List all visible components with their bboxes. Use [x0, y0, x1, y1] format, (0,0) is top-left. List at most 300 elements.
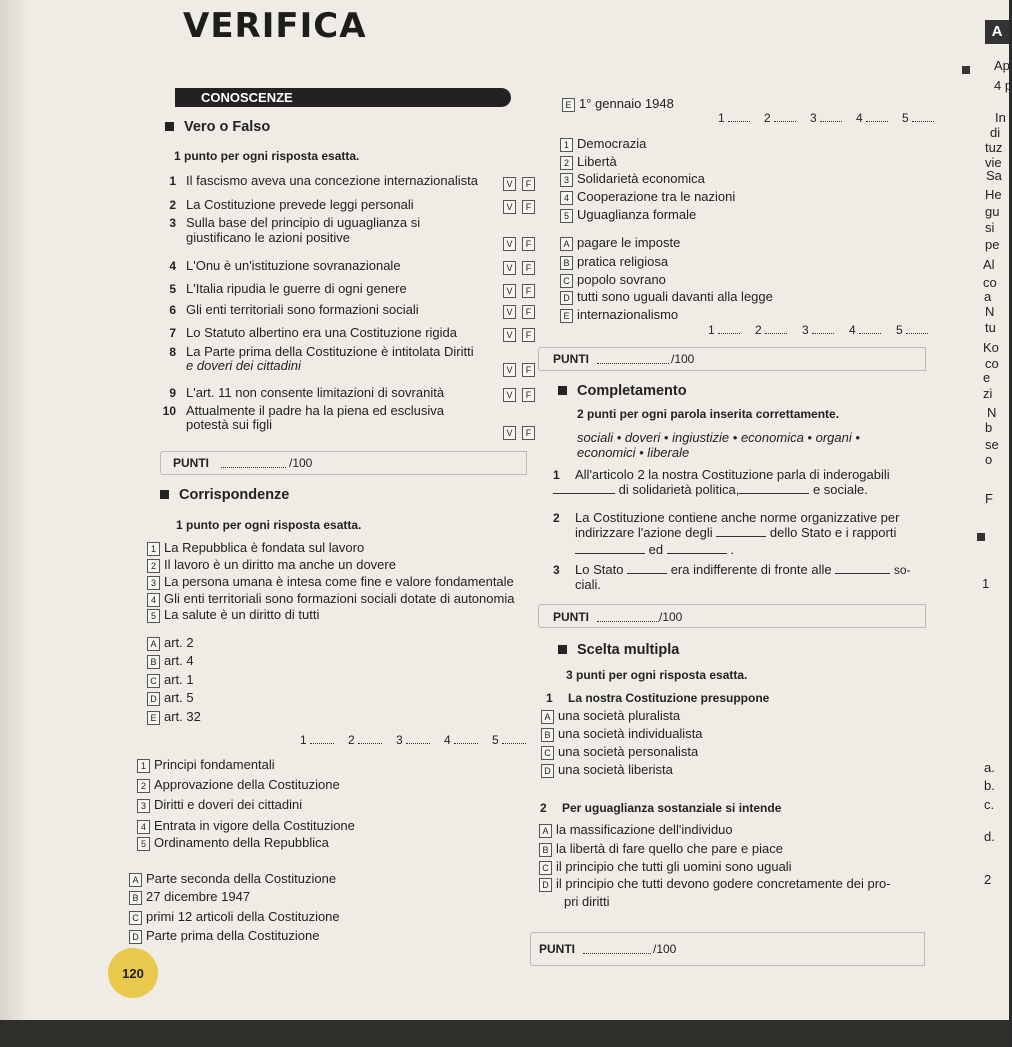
col2-option [560, 289, 773, 305]
q-num: 2 [540, 801, 547, 815]
choice-option[interactable] [539, 859, 792, 875]
edge-fragment: tuz [985, 140, 1003, 155]
word-bank-2: economici • liberale [577, 445, 690, 460]
item-text: pratica religiosa [577, 254, 669, 269]
letter-box: 3 [147, 576, 160, 590]
letter-box: A [539, 824, 552, 838]
choice-option[interactable] [541, 744, 698, 760]
edge-fragment: zi [983, 386, 993, 401]
letter-box: 2 [147, 559, 160, 573]
false-box[interactable]: F [522, 305, 535, 319]
item-text: Libertà [577, 154, 617, 169]
vf-boxes [503, 235, 541, 253]
q1-text: La nostra Costituzione presuppone [568, 691, 770, 705]
false-box[interactable]: F [522, 200, 535, 214]
answer-blank[interactable] [812, 333, 834, 334]
answer-blank[interactable] [774, 121, 796, 122]
right-square-marker-top [962, 66, 970, 74]
letter-box: C [539, 861, 552, 875]
vf-item [162, 403, 444, 418]
corr-option [147, 653, 194, 669]
item-text: art. 2 [164, 635, 194, 650]
answer-blank[interactable] [820, 121, 842, 122]
corr-option [147, 672, 194, 688]
item-text: art. 32 [164, 709, 201, 724]
answer-slot [492, 733, 526, 747]
col2-item [560, 154, 617, 170]
letter-box: A [560, 237, 573, 251]
item-number: 1 [169, 174, 176, 188]
item-text: Approvazione della Costituzione [154, 777, 340, 792]
edge-fragment: Ko [983, 340, 999, 355]
true-box[interactable]: V [503, 363, 516, 377]
letter-box: C [129, 911, 142, 925]
blank-3[interactable] [716, 536, 766, 537]
item-text: La Parte prima della Costituzione è intitolata Diritti [186, 344, 474, 359]
letter-box: A [147, 637, 160, 651]
q-num: 1 [553, 468, 560, 482]
corr-option [147, 690, 194, 706]
edge-fragment: c. [984, 797, 995, 812]
word-bank-1: sociali • doveri • ingiustizie • economica • organi • [577, 430, 860, 445]
false-box[interactable]: F [522, 177, 535, 191]
item-text: Attualmente il padre ha la piena ed esclusiva [186, 403, 444, 418]
vf-item [162, 281, 407, 296]
q1-text-b: di solidarietà politica, [618, 482, 740, 497]
vf-boxes [503, 424, 541, 442]
letter-box: C [147, 674, 160, 688]
letter-box: A [129, 873, 142, 887]
vf-boxes [503, 386, 541, 404]
letter-box: B [147, 655, 160, 669]
edge-fragment: o [985, 452, 993, 467]
completamento-q3 [553, 562, 911, 577]
edge-fragment: b [985, 420, 993, 435]
q3-text-a: Lo Stato [575, 562, 624, 577]
letter-box: 1 [560, 138, 573, 152]
item-number: 3 [169, 216, 176, 230]
answer-blank[interactable] [765, 333, 787, 334]
answer-slot [718, 111, 750, 125]
item-text: pagare le imposte [577, 235, 681, 250]
item-text: Entrata in vigore della Costituzione [154, 818, 355, 833]
edge-fragment: Ap [994, 58, 1010, 73]
item-text: tutti sono uguali davanti alla legge [577, 289, 773, 304]
vf-boxes [503, 198, 541, 216]
corr-item [137, 835, 329, 851]
item-text: Sulla base del principio di uguaglianza si [186, 215, 421, 230]
letter-box: D [147, 692, 160, 706]
answer-blank[interactable] [912, 121, 934, 122]
edge-fragment: se [985, 437, 999, 452]
q2-text-c: dello Stato e i rapporti [769, 525, 897, 540]
vf-boxes [503, 259, 541, 277]
letter-box: 4 [560, 191, 573, 205]
item-number: 4 [169, 259, 176, 273]
answer-blank[interactable] [454, 743, 478, 744]
true-box[interactable]: V [503, 237, 516, 251]
item-text: La salute è un diritto di tutti [164, 607, 320, 622]
conoscenze-band: CONOSCENZE [175, 88, 511, 107]
answer-slot [802, 323, 834, 337]
vf-boxes [503, 361, 541, 379]
answer-blank[interactable] [906, 333, 928, 334]
edge-fragment: gu [985, 204, 1000, 219]
blank-2[interactable] [739, 493, 809, 494]
true-box[interactable]: V [503, 177, 516, 191]
col2-option [560, 254, 668, 270]
answer-slot [764, 111, 796, 125]
item-text-line2: giustificano le azioni positive [186, 230, 351, 245]
choice-option[interactable] [539, 822, 733, 838]
answer-slot [896, 323, 928, 337]
answer-number: 4 [849, 323, 856, 337]
letter-box: D [539, 878, 552, 892]
vf-item [162, 197, 414, 212]
letter-box: B [560, 256, 573, 270]
true-box[interactable]: V [503, 200, 516, 214]
col2-option [560, 235, 680, 251]
letter-box: E [560, 309, 573, 323]
item-text: Ordinamento della Repubblica [154, 835, 329, 850]
item-text: Gli enti territoriali sono formazioni sociali [186, 302, 419, 317]
answer-number: 3 [396, 733, 403, 747]
answer-blank[interactable] [718, 333, 740, 334]
true-box[interactable]: V [503, 388, 516, 402]
answer-number: 1 [718, 111, 725, 125]
item-text: il principio che tutti devono godere concretamente dei pro- [556, 876, 891, 891]
completamento-q2 [553, 510, 899, 525]
score-blank[interactable] [221, 456, 286, 468]
bottom-shadow [0, 1020, 1009, 1047]
answer-slot [856, 111, 888, 125]
item-text: internazionalismo [577, 307, 679, 322]
corr-item [147, 557, 396, 573]
vf-item [162, 344, 474, 359]
item-number: 10 [162, 404, 176, 418]
vf-item [162, 325, 457, 340]
item-text: 27 dicembre 1947 [146, 889, 251, 904]
answer-number: 1 [708, 323, 715, 337]
choice-option[interactable] [539, 876, 891, 892]
item-text: L'Italia ripudia le guerre di ogni genere [186, 281, 407, 296]
choice-option[interactable] [539, 841, 783, 857]
scelta-q1 [546, 691, 769, 705]
answer-number: 3 [802, 323, 809, 337]
right-square-marker [977, 533, 985, 541]
score-blank[interactable] [597, 352, 669, 364]
vf-boxes [503, 303, 541, 321]
page-title: VERIFICA [183, 6, 367, 46]
score-max: /100 [653, 942, 677, 956]
false-box[interactable]: F [522, 328, 535, 342]
item-text: una società liberista [558, 762, 673, 777]
edge-fragment: co [983, 275, 997, 290]
letter-box: 4 [147, 593, 160, 607]
scelta-score-box [530, 932, 925, 966]
item-text: Uguaglianza formale [577, 207, 697, 222]
letter-box: 3 [137, 799, 150, 813]
col2-option [560, 307, 678, 323]
letter-box: D [560, 291, 573, 305]
choice-option[interactable] [541, 762, 673, 778]
item-text: Solidarietà economica [577, 171, 705, 186]
answer-blank[interactable] [502, 743, 526, 744]
item-text: una società individualista [558, 726, 703, 741]
q2-text-d: ed [648, 542, 664, 557]
item-text: Il fascismo aveva una concezione internazionalista [186, 173, 478, 188]
answer-slot [755, 323, 787, 337]
true-box[interactable]: V [503, 305, 516, 319]
item-text: Principi fondamentali [154, 757, 275, 772]
edge-fragment: vie [985, 155, 1002, 170]
blank-7[interactable] [835, 573, 890, 574]
col2-option [560, 272, 666, 288]
col2-score-box [538, 347, 926, 371]
letter-box: 4 [137, 820, 150, 834]
vf-boxes [503, 175, 541, 193]
vf-item [162, 302, 419, 317]
edge-fragment: He [985, 187, 1002, 202]
vf-boxes [503, 282, 541, 300]
vf-boxes [503, 326, 541, 344]
q3-text-c: so- [893, 563, 911, 577]
vf-item [162, 173, 478, 188]
vf-item [162, 215, 420, 230]
answer-blank[interactable] [859, 333, 881, 334]
answer-blank[interactable] [310, 743, 334, 744]
answer-number: 5 [896, 323, 903, 337]
item-number: 7 [169, 326, 176, 340]
edge-fragment: pe [985, 237, 1000, 252]
item-text: L'art. 11 non consente limitazioni di sovranità [186, 385, 445, 400]
false-box[interactable]: F [522, 426, 535, 440]
letter-box: C [541, 746, 554, 760]
item-text: Gli enti territoriali sono formazioni sociali dotate di autonomia [164, 591, 515, 606]
score-blank[interactable] [597, 610, 659, 622]
completamento-subtitle: 2 punti per ogni parola inserita correttamente. [577, 407, 840, 421]
letter-box: 3 [560, 173, 573, 187]
item-text: La Costituzione prevede leggi personali [186, 197, 414, 212]
corrispondenze-subtitle: 1 punto per ogni risposta esatta. [176, 518, 362, 532]
corr-item [147, 607, 319, 623]
letter-box: C [560, 274, 573, 288]
page-number: 120 [108, 948, 158, 998]
score-max: /100 [659, 610, 683, 624]
letter-box: A [541, 710, 554, 724]
answer-blank[interactable] [866, 121, 888, 122]
vero-falso-score-box [160, 451, 527, 475]
corr-item [147, 574, 514, 590]
score-blank[interactable] [583, 942, 651, 954]
letter-box: 5 [137, 837, 150, 851]
corr-item [137, 757, 275, 773]
punti-label: PUNTI [553, 352, 589, 366]
col2-item [560, 136, 646, 152]
letter-box: 5 [147, 609, 160, 623]
col2-item [560, 207, 696, 223]
scelta-title-text: Scelta multipla [577, 642, 680, 658]
false-box[interactable]: F [522, 237, 535, 251]
corner-badge: A [985, 20, 1009, 44]
item-text: primi 12 articoli della Costituzione [146, 909, 340, 924]
item-text: La Repubblica è fondata sul lavoro [164, 540, 365, 555]
answer-slot [300, 733, 334, 747]
corr-option [129, 889, 250, 905]
edge-fragment: F [985, 491, 993, 506]
item-text: la libertà di fare quello che pare e piace [556, 841, 783, 856]
edge-fragment: a [984, 289, 992, 304]
item-text: una società pluralista [558, 708, 681, 723]
q2-text-b: indirizzare l'azione degli [575, 525, 713, 540]
q2-text-a: La Costituzione contiene anche norme organizzative per [575, 510, 900, 525]
item-text-line2: potestà sui figli [186, 417, 272, 432]
item-text: art. 4 [164, 653, 194, 668]
scelta-subtitle: 3 punti per ogni risposta esatta. [566, 668, 748, 682]
q2-text: Per uguaglianza sostanziale si intende [562, 801, 782, 815]
col2-item [560, 189, 735, 205]
answer-number: 1 [300, 733, 307, 747]
corr-item [137, 818, 355, 834]
blank-4[interactable] [575, 553, 645, 554]
blank-5[interactable] [667, 553, 727, 554]
corr-option [129, 909, 340, 925]
item-number: 5 [169, 282, 176, 296]
item-text: art. 5 [164, 690, 194, 705]
corr-item [147, 540, 364, 556]
punti-label: PUNTI [553, 610, 589, 624]
answer-number: 4 [444, 733, 451, 747]
false-box[interactable]: F [522, 363, 535, 377]
answer-slot [849, 323, 881, 337]
item-text: Democrazia [577, 136, 647, 151]
q-num: 3 [553, 563, 560, 577]
punti-label: PUNTI [539, 942, 575, 956]
answer-number: 2 [348, 733, 355, 747]
completamento-q2-line2 [575, 525, 896, 540]
q-num: 1 [546, 691, 553, 705]
corr-option [129, 871, 336, 887]
completamento-q2-line3: ed . [575, 542, 734, 557]
completamento-q1-line2 [553, 482, 868, 497]
answer-blank[interactable] [728, 121, 750, 122]
true-box[interactable]: V [503, 328, 516, 342]
edge-fragment: di [990, 125, 1001, 140]
item-text: art. 1 [164, 672, 194, 687]
choice-option[interactable] [541, 726, 703, 742]
edge-fragment: Sa [986, 168, 1002, 183]
choice-option-line2: pri diritti [564, 894, 610, 909]
edge-fragment: a. [984, 760, 995, 775]
item-e-1948 [562, 96, 674, 112]
edge-fragment: co [985, 356, 999, 371]
edge-fragment: b. [984, 778, 995, 793]
letter-box: 2 [560, 156, 573, 170]
vero-falso-title [165, 119, 270, 135]
item-number: 2 [169, 198, 176, 212]
answer-blank[interactable] [406, 743, 430, 744]
choice-option[interactable] [541, 708, 680, 724]
item-text: Diritti e doveri dei cittadini [154, 797, 303, 812]
vf-item [162, 385, 444, 400]
letter-box: B [541, 728, 554, 742]
score-max: /100 [671, 352, 695, 366]
corr-option [147, 635, 194, 651]
edge-fragment: N [987, 405, 997, 420]
item-text: 1° gennaio 1948 [579, 96, 674, 111]
false-box[interactable]: F [522, 261, 535, 275]
letter-box: 5 [560, 209, 573, 223]
answer-number: 2 [755, 323, 762, 337]
item-text: La persona umana è intesa come fine e valore fondamentale [164, 574, 514, 589]
completamento-score-box [538, 604, 926, 628]
item-text: popolo sovrano [577, 272, 666, 287]
answer-slot [810, 111, 842, 125]
true-box[interactable]: V [503, 426, 516, 440]
edge-fragment: N [985, 304, 995, 319]
answer-slot [396, 733, 430, 747]
q1-text-a: All'articolo 2 la nostra Costituzione parla di inderogabili [575, 467, 890, 482]
answer-number: 5 [492, 733, 499, 747]
blank-1[interactable] [553, 493, 615, 494]
answer-number: 4 [856, 111, 863, 125]
edge-fragment: 1 [982, 576, 990, 591]
item-number: 9 [169, 386, 176, 400]
answer-number: 3 [810, 111, 817, 125]
item-number: 6 [169, 303, 176, 317]
true-box[interactable]: V [503, 284, 516, 298]
answer-number: 2 [764, 111, 771, 125]
answer-slot [444, 733, 478, 747]
score-max: /100 [289, 456, 313, 470]
punti-label: PUNTI [173, 456, 209, 470]
scelta-title [558, 642, 679, 658]
item-number: 8 [169, 345, 176, 359]
corr-option [129, 928, 319, 944]
letter-box: E [562, 98, 575, 112]
item-text: una società personalista [558, 744, 699, 759]
corrispondenze-title [160, 487, 289, 503]
item-text: il principio che tutti gli uomini sono uguali [556, 859, 792, 874]
edge-fragment: d. [984, 829, 995, 844]
edge-fragment: 2 [984, 872, 992, 887]
q1-text-c: e sociale. [812, 482, 868, 497]
answer-slot [348, 733, 382, 747]
item-text: Parte prima della Costituzione [146, 928, 320, 943]
letter-box: 1 [147, 542, 160, 556]
col2-item [560, 171, 705, 187]
answer-blank[interactable] [358, 743, 382, 744]
false-box[interactable]: F [522, 388, 535, 402]
blank-6[interactable] [627, 573, 667, 574]
edge-fragment: tu [985, 320, 996, 335]
letter-box: B [129, 891, 142, 905]
answer-number: 5 [902, 111, 909, 125]
vero-falso-title-text: Vero o Falso [184, 119, 271, 135]
completamento-q1 [553, 467, 890, 482]
answer-slot [708, 323, 740, 337]
false-box[interactable]: F [522, 284, 535, 298]
corr-option [147, 709, 201, 725]
item-text: Il lavoro è un diritto ma anche un dovere [164, 557, 396, 572]
true-box[interactable]: V [503, 261, 516, 275]
vero-falso-subtitle: 1 punto per ogni risposta esatta. [174, 149, 360, 163]
corr-item [147, 591, 514, 607]
q3-text-b: era indifferente di fronte alle [670, 562, 832, 577]
vf-item [162, 258, 401, 273]
edge-fragment: Al [983, 257, 995, 272]
item-text: L'Onu è un'istituzione sovranazionale [186, 258, 401, 273]
